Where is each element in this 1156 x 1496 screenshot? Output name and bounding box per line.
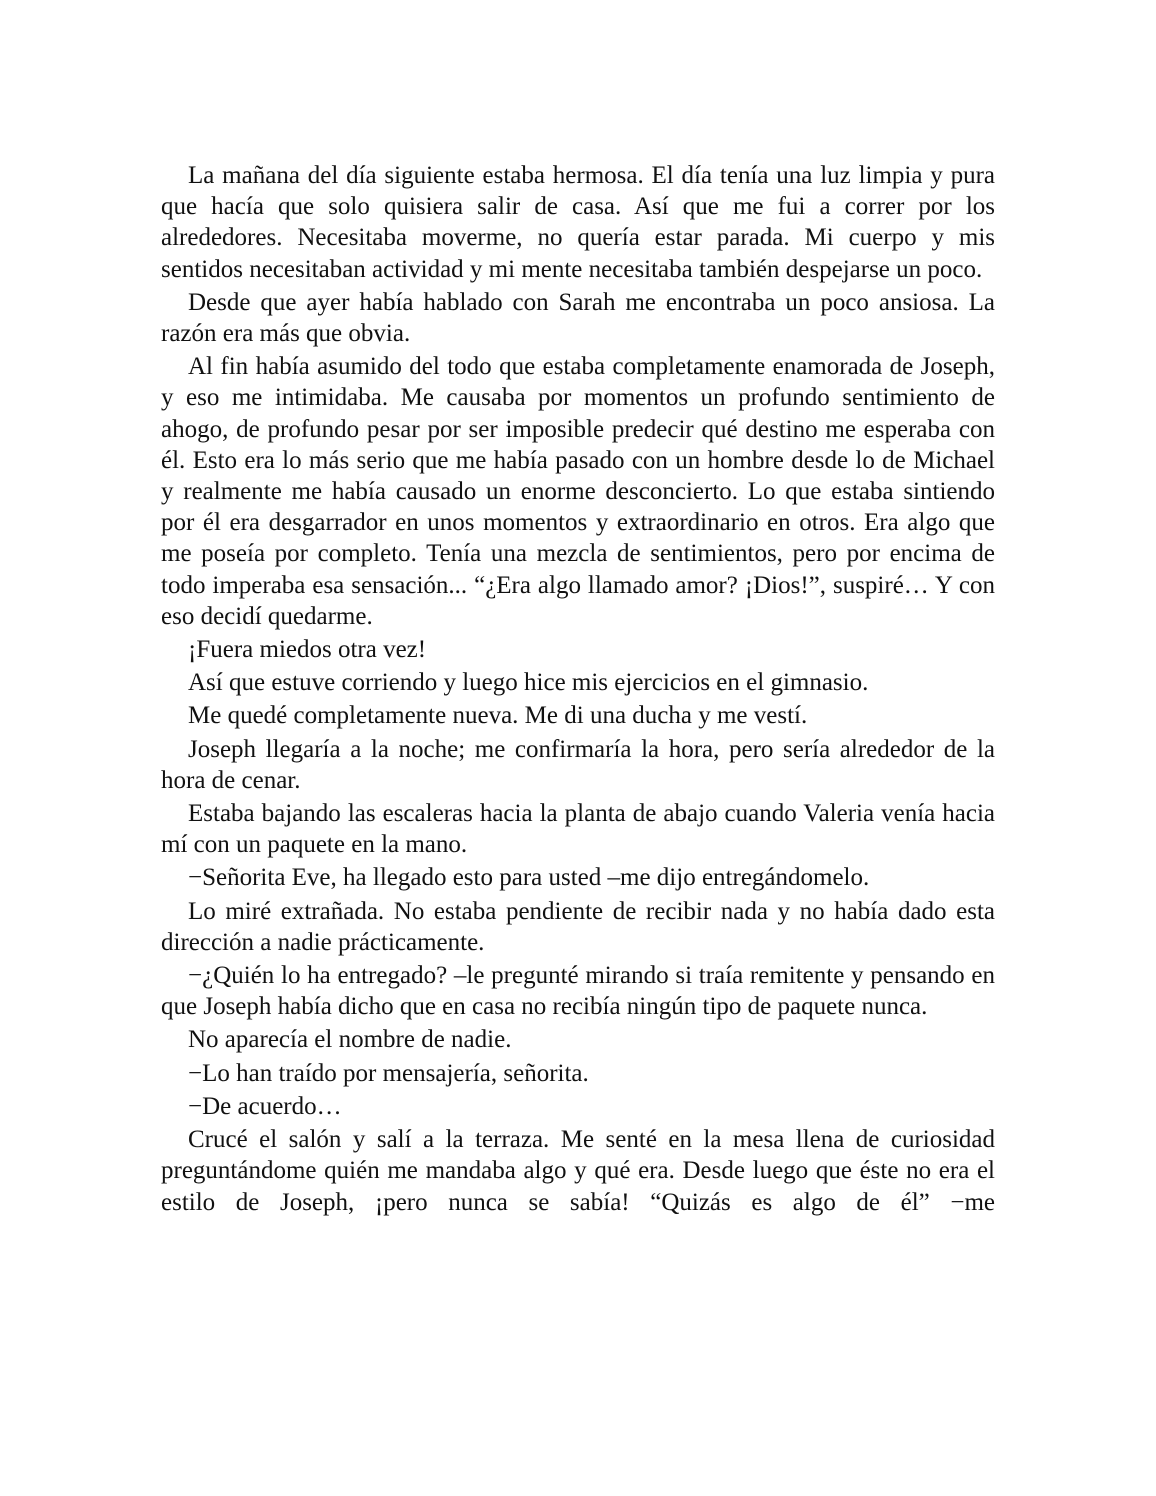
paragraph: −Lo han traído por mensajería, señorita. [188, 1059, 589, 1087]
paragraph: Lo miré extrañada. No estaba pendiente de recibir nada y no había dado esta dirección a nadie prácticamente. [161, 897, 995, 956]
paragraph: La mañana del día siguiente estaba hermosa. El día tenía una luz limpia y pura que hacía que solo quisiera salir de casa. Así que me fui a correr por los alrededores. Necesitaba moverme, no quería estar parada. Mi cuerpo y mis sentidos necesitaban actividad y mi mente necesitaba también despejarse un poco. [161, 162, 995, 283]
paragraph: −De acuerdo… [188, 1092, 342, 1120]
paragraph: No aparecía el nombre de nadie. [188, 1026, 512, 1054]
paragraph: Crucé el salón y salí a la terraza. Me senté en la mesa llena de curiosidad preguntándome quién me mandaba algo y qué era. Desde luego que éste no era el estilo de Joseph, ¡pero nunca se sabía! “Quizás es algo de él” −me [161, 1126, 995, 1216]
paragraph: Estaba bajando las escaleras hacia la planta de abajo cuando Valeria venía hacia mí con un paquete en la mano. [161, 800, 995, 859]
paragraph: Joseph llegaría a la noche; me confirmaría la hora, pero sería alrededor de la hora de cenar. [161, 735, 995, 794]
paragraph: Me quedé completamente nueva. Me di una ducha y me vestí. [188, 702, 808, 730]
paragraph: −¿Quién lo ha entregado? –le pregunté mirando si traía remitente y pensando en que Joseph había dicho que en casa no recibía ningún tipo de paquete nunca. [161, 962, 995, 1021]
paragraph: ¡Fuera miedos otra vez! [188, 636, 427, 664]
book-page [161, 160, 995, 1220]
paragraph: Desde que ayer había hablado con Sarah me encontraba un poco ansiosa. La razón era más que obvia. [161, 288, 995, 348]
paragraph: −Señorita Eve, ha llegado esto para usted –me dijo entregándomelo. [188, 864, 870, 892]
paragraph: Al fin había asumido del todo que estaba completamente enamorada de Joseph, y eso me intimidaba. Me causaba por momentos un profundo sentimiento de ahogo, de profundo pesar por ser imposible predecir qué destino me esperaba con él. Esto era lo más serio que me había pasado con un hombre desde lo de Michael y realmente me había causado un enorme desconcierto. Lo que estaba sintiendo por él era desgarrador en unos momentos y extraordinario en otros. Era algo que me poseía por completo. Tenía una mezcla de sentimientos, pero por encima de todo imperaba esa sensación... “¿Era algo llamado amor? ¡Dios!”, suspiré… Y con eso decidí quedarme. [161, 353, 995, 630]
paragraph: Así que estuve corriendo y luego hice mis ejercicios en el gimnasio. [188, 669, 869, 697]
